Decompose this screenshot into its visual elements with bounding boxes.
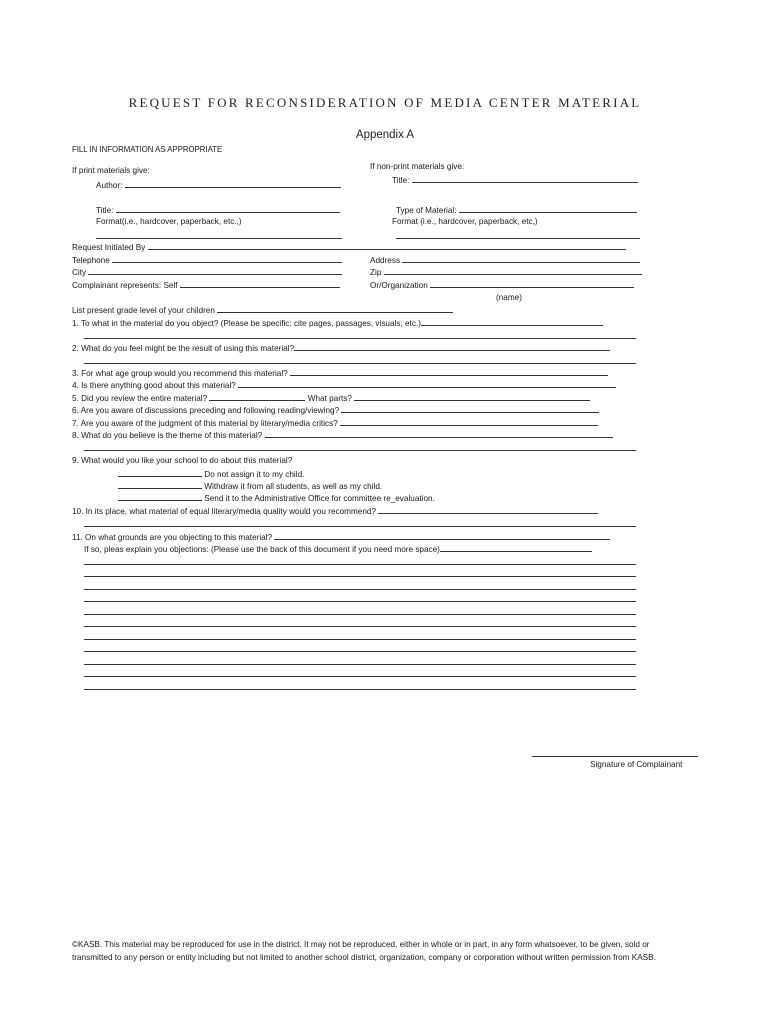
instructions-heading: FILL IN INFORMATION AS APPROPRIATE	[72, 145, 223, 154]
print-title-field[interactable]: Title:	[96, 205, 340, 216]
objection-line[interactable]	[84, 669, 636, 680]
address-field[interactable]: Address	[370, 255, 640, 266]
nonprint-format-field[interactable]	[396, 231, 640, 242]
print-author-field[interactable]: Author:	[96, 180, 341, 191]
objection-line[interactable]	[84, 682, 636, 693]
objection-line[interactable]	[84, 644, 636, 655]
telephone-field[interactable]: Telephone	[72, 255, 342, 266]
objection-line[interactable]	[84, 657, 636, 668]
print-materials-heading: If print materials give:	[72, 166, 150, 175]
objection-line[interactable]	[84, 557, 636, 568]
question-6-field[interactable]: 6. Are you aware of discussions preceding and following reading/viewing?	[72, 405, 599, 416]
signature-label: Signature of Complainant	[590, 760, 683, 769]
question-8-field[interactable]: 8. What do you believe is the theme of this material?	[72, 430, 613, 441]
question-11-explain-field[interactable]: If so, pleas explain you objections: (Please use the back of this document if you need more space)	[84, 544, 592, 555]
question-1-continuation[interactable]	[84, 331, 636, 342]
signature-line[interactable]	[532, 750, 698, 757]
appendix-label: Appendix A	[355, 129, 415, 141]
objection-line[interactable]	[84, 632, 636, 643]
question-2-continuation[interactable]	[84, 356, 636, 367]
objection-line[interactable]	[84, 582, 636, 593]
question-4-field[interactable]: 4. Is there anything good about this material?	[72, 380, 616, 391]
nonprint-type-field[interactable]: Type of Material:	[396, 205, 637, 216]
objection-line[interactable]	[84, 607, 636, 618]
objection-line[interactable]	[84, 594, 636, 605]
question-9-option-1[interactable]: Do not assign it to my child.	[118, 469, 304, 480]
nonprint-format-label: Format (i.e., hardcover, paperback, etc,)	[392, 217, 538, 226]
city-field[interactable]: City	[72, 267, 342, 278]
question-10-continuation[interactable]	[84, 519, 636, 530]
organization-field[interactable]: Or/Organization	[370, 280, 634, 291]
question-8-continuation[interactable]	[84, 443, 636, 454]
objection-line[interactable]	[84, 619, 636, 630]
objection-line[interactable]	[84, 569, 636, 580]
copyright-notice: ©KASB. This material may be reproduced for use in the district. It may not be reproduced, either in whole or in part, in any form whatsoever, to be given, sold or transmitted to any person or entity including but not limited to another school district, organization, company or corporation without written permission from KASB.	[72, 940, 656, 962]
question-1-field[interactable]: 1. To what in the material do you object? (Please be specific: cite pages, passages, visuals, etc.)	[72, 318, 603, 329]
question-7-field[interactable]: 7. Are you aware of the judgment of this material by literary/media critics?	[72, 418, 598, 429]
question-3-field[interactable]: 3. For what age group would you recommend this material?	[72, 368, 608, 379]
print-format-label: Format(i.e., hardcover, paperback, etc.,)	[96, 217, 242, 226]
question-9-option-2[interactable]: Withdraw it from all students, as well as my child.	[118, 481, 382, 492]
question-2-field[interactable]: 2. What do you feel might be the result of using this material?	[72, 343, 610, 354]
print-format-field[interactable]	[96, 231, 342, 242]
question-9-label: 9. What would you like your school to do about this material?	[72, 456, 293, 465]
complainant-represents-field[interactable]: Complainant represents: Self	[72, 280, 340, 291]
document-title: REQUEST FOR RECONSIDERATION OF MEDIA CENTER MATERIAL	[128, 95, 642, 110]
grade-level-field[interactable]: List present grade level of your children	[72, 305, 453, 316]
nonprint-materials-heading: If non-print materials give:	[370, 162, 465, 171]
request-initiated-by-field[interactable]: Request Initiated By	[72, 242, 626, 253]
name-caption: (name)	[496, 293, 522, 302]
question-10-field[interactable]: 10. In its place, what material of equal literary/media quality would you recommend?	[72, 506, 598, 517]
question-9-option-3[interactable]: Send it to the Administrative Office for committee re_evaluation.	[118, 493, 435, 504]
question-5-field[interactable]: 5. Did you review the entire material? What parts?	[72, 393, 590, 404]
zip-field[interactable]: Zip	[370, 267, 642, 278]
question-11-field[interactable]: 11. On what grounds are you objecting to this material?	[72, 532, 610, 543]
nonprint-title-field[interactable]: Title:	[392, 175, 638, 186]
